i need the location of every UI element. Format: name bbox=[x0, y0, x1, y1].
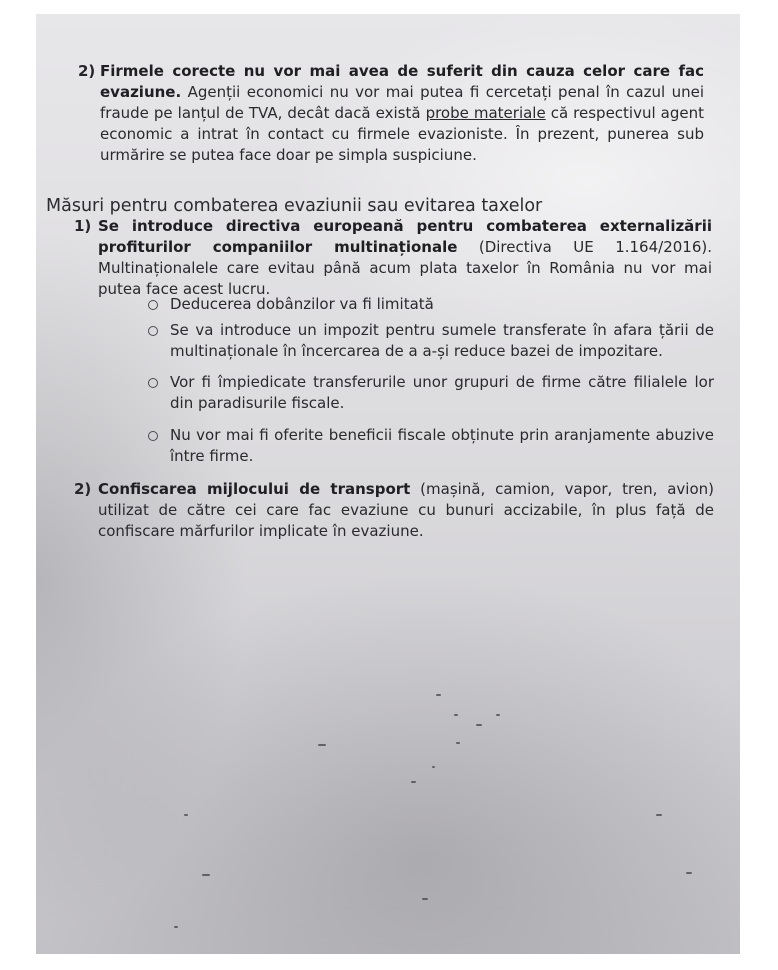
paragraph-confiscarea bbox=[98, 479, 714, 542]
paper-speck bbox=[432, 766, 435, 768]
bold-lead: Se introduce directiva europeană pentru combaterea externalizării profiturilor companiilor multinaționale bbox=[98, 217, 712, 256]
item-number: 2) bbox=[78, 62, 96, 80]
paper-speck bbox=[436, 694, 441, 696]
underlined-phrase: probe materiale bbox=[425, 104, 546, 122]
bold-lead: Firmele corecte nu vor mai avea de suferit din cauza celor care fac evaziune. bbox=[100, 62, 704, 101]
bullet-circle-icon bbox=[148, 378, 158, 388]
section-heading: Măsuri pentru combaterea evaziunii sau evitarea taxelor bbox=[46, 196, 543, 216]
paper-speck bbox=[476, 724, 482, 726]
paper-speck bbox=[174, 926, 178, 928]
paragraph-text: (Directiva UE 1.164/2016). Multinaționalele care evitau până acum plata taxelor în România nu vor mai putea face acest lucru. bbox=[98, 238, 712, 298]
paragraph-text: (mașină, camion, vapor, tren, avion) utilizat de către cei care fac evaziune cu bunuri accizabile, în plus față de confiscare mărfurilor implicate în evaziune. bbox=[98, 480, 714, 540]
paper-speck bbox=[318, 744, 326, 746]
paragraph-directiva bbox=[98, 216, 712, 300]
paper-speck bbox=[656, 814, 662, 816]
bold-lead: Confiscarea mijlocului de transport bbox=[98, 480, 411, 498]
list-item-text: Vor fi împiedicate transferurile unor grupuri de firme către filialele lor din paradisurile fiscale. bbox=[170, 373, 714, 412]
paper-speck bbox=[686, 872, 692, 874]
paragraph-text: Agenții economici nu vor mai putea fi cercetați penal în cazul unei fraude pe lanțul de TVA, decât dacă există bbox=[100, 83, 704, 122]
paper-speck bbox=[411, 781, 416, 783]
bullet-circle-icon bbox=[148, 431, 158, 441]
paper-speck bbox=[496, 714, 500, 716]
paper-speck bbox=[454, 714, 458, 716]
paragraph-firmele-corecte bbox=[100, 61, 704, 166]
item-number: 1) bbox=[74, 217, 92, 235]
paper-speck bbox=[422, 898, 428, 900]
list-item-text: Se va introduce un impozit pentru sumele transferate în afara țării de multinaționale în încercarea de a a-și reduce bazei de impozitare. bbox=[170, 321, 714, 360]
item-number: 2) bbox=[74, 480, 92, 498]
paper-speck bbox=[202, 874, 210, 876]
paragraph-text: că respectivul agent economic a intrat în contact cu firmele evazioniste. În prezent, punerea sub urmărire se putea face doar pe simpla suspiciune. bbox=[100, 104, 704, 164]
paper-speck bbox=[184, 814, 188, 816]
document-photo bbox=[36, 14, 740, 954]
paper-speck bbox=[456, 742, 460, 744]
bullet-circle-icon bbox=[148, 326, 158, 336]
bullet-circle-icon bbox=[148, 300, 158, 310]
list-item-text: Deducerea dobânzilor va fi limitată bbox=[170, 295, 434, 313]
list-item-text: Nu vor mai fi oferite beneficii fiscale obținute prin aranjamente abuzive între firme. bbox=[170, 426, 714, 465]
